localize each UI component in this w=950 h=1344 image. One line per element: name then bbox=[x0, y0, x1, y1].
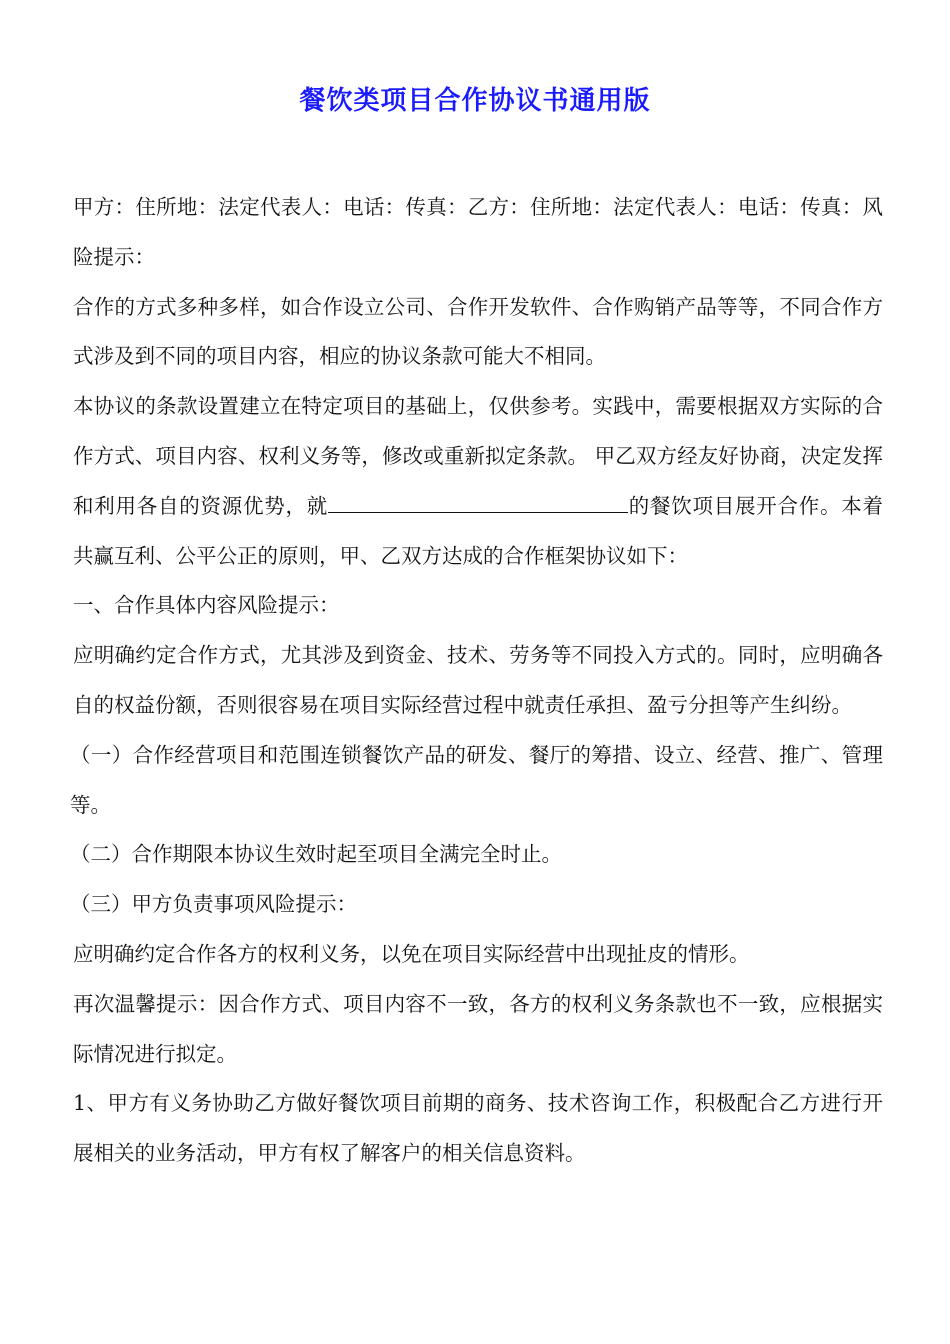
reminder-paragraph: 再次温馨提示：因合作方式、项目内容不一致，各方的权利义务条款也不一致，应根据实际情况进行拟定。 bbox=[73, 991, 883, 1066]
cooperation-mode-paragraph: 合作的方式多种多样，如合作设立公司、合作开发软件、合作购销产品等等，不同合作方式涉及到不同的项目内容，相应的协议条款可能大不相同。 bbox=[73, 294, 883, 369]
section-one-heading: 一、合作具体内容风险提示： bbox=[73, 593, 340, 618]
clause-term: （二）合作期限本协议生效时起至项目全满完全时止。 bbox=[70, 842, 562, 867]
party-info-paragraph: 甲方：住所地：法定代表人：电话：传真：乙方：住所地：法定代表人：电话：传真：风险提示： bbox=[73, 195, 883, 269]
agreement-basis-paragraph bbox=[73, 382, 883, 581]
clause-scope: （一）合作经营项目和范围连锁餐饮产品的研发、餐厅的筹措、设立、经营、推广、管理等。 bbox=[70, 742, 883, 817]
document-body bbox=[70, 183, 883, 1179]
project-name-blank bbox=[328, 492, 628, 513]
agreement-basis-text-end: 的餐饮项目展开合作。本着共赢互利、公平公正的原则，甲、乙双方达成的合作框架协议如下： bbox=[73, 493, 883, 568]
party-a-duty-item-1: 1、甲方有义务协助乙方做好餐饮项目前期的商务、技术咨询工作，积极配合乙方进行开展相关的业务活动，甲方有权了解客户的相关信息资料。 bbox=[73, 1091, 883, 1166]
document-title: 餐饮类项目合作协议书通用版 bbox=[299, 86, 651, 116]
rights-obligations-note: 应明确约定合作各方的权利义务，以免在项目实际经营中出现扯皮的情形。 bbox=[73, 941, 750, 966]
risk-note-paragraph: 应明确约定合作方式，尤其涉及到资金、技术、劳务等不同投入方式的。同时，应明确各自的权益份额，否则很容易在项目实际经营过程中就责任承担、盈亏分担等产生纠纷。 bbox=[73, 643, 883, 717]
agreement-basis-text-start: 本协议的条款设置建立在特定项目的基础上，仅供参考。实践中，需要根据双方实际的合作方式、项目内容、权利义务等，修改或重新拟定条款。 甲乙双方经友好协商，决定发挥和利用各自的资源优势，就 bbox=[73, 394, 883, 518]
clause-party-a-duties-heading: （三）甲方负责事项风险提示： bbox=[70, 892, 357, 917]
